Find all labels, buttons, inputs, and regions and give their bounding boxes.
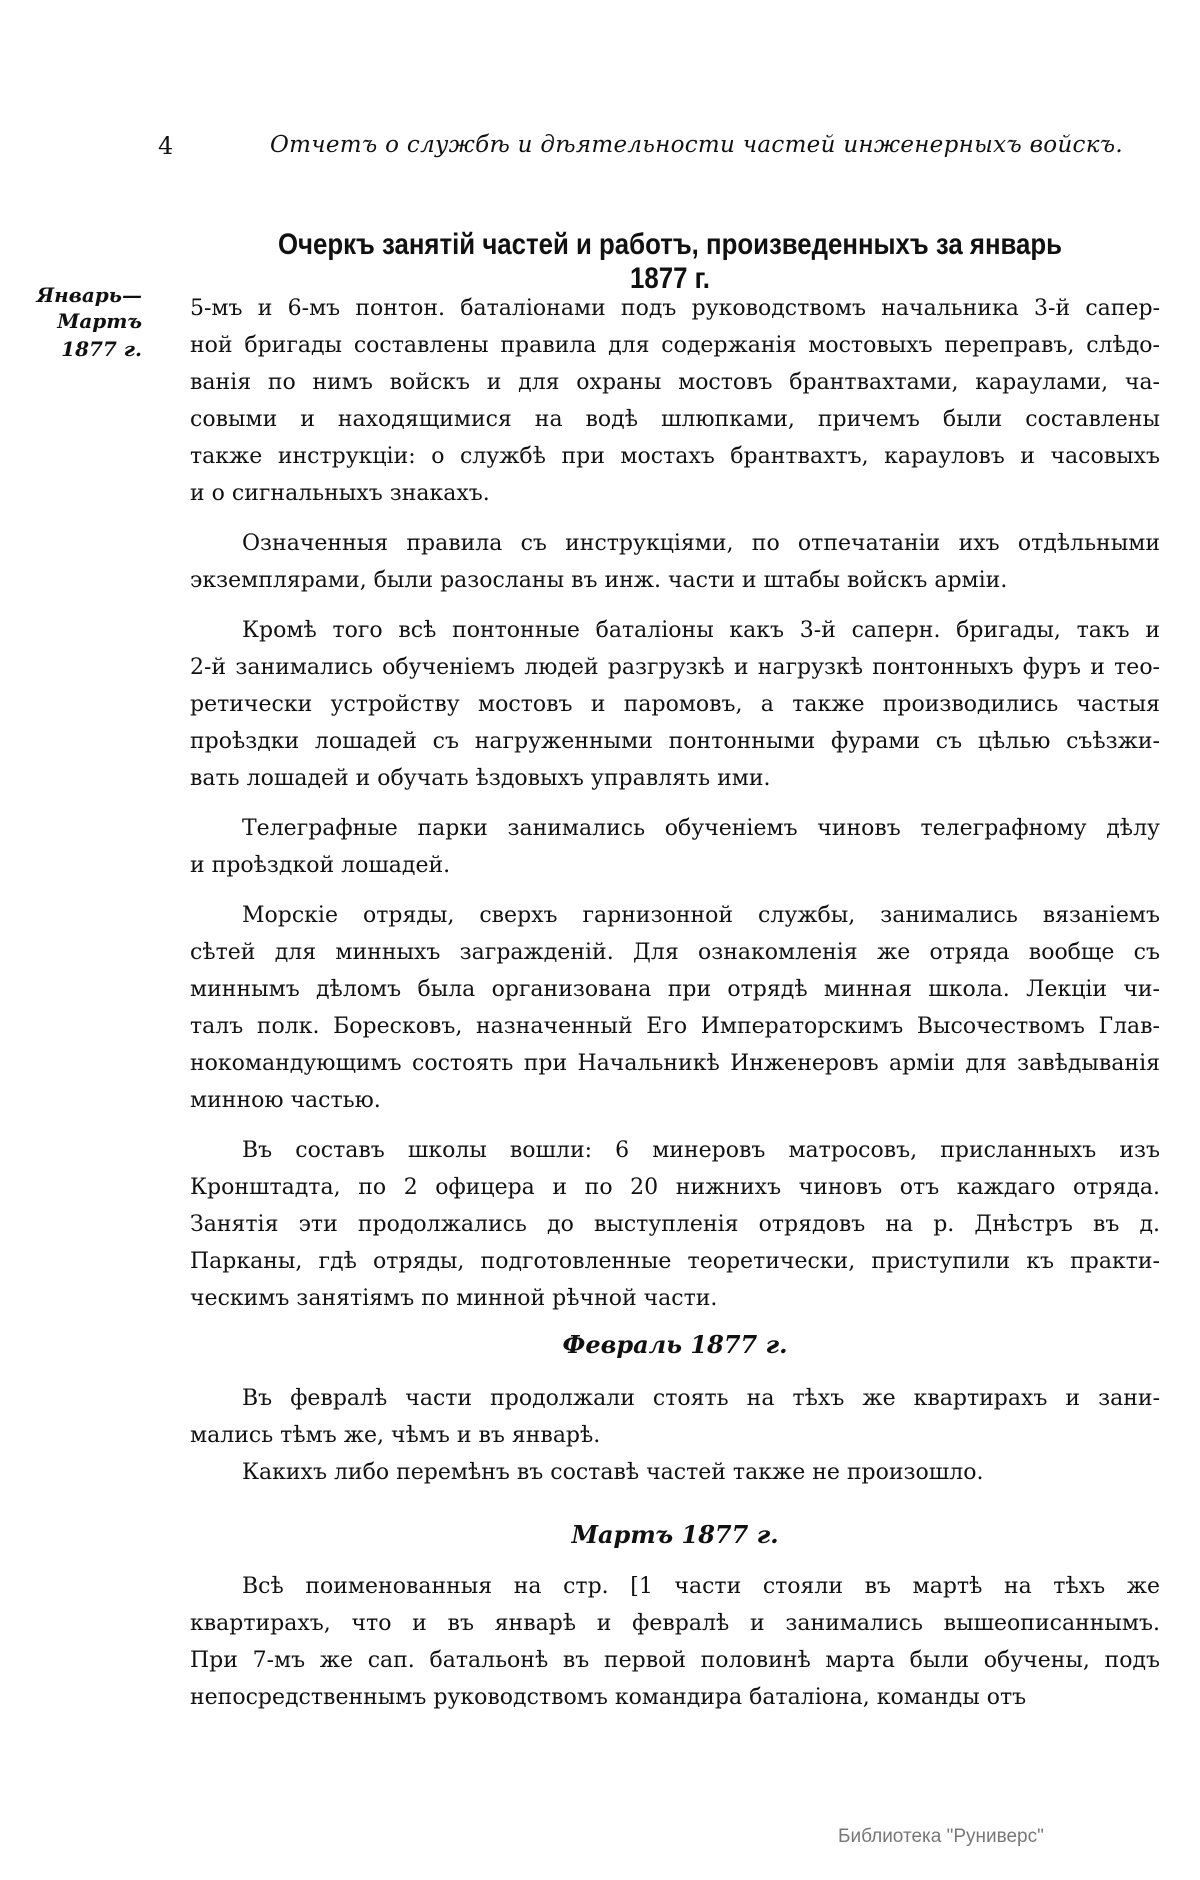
library-credit: Библиотека "Руниверс" (838, 1826, 1044, 1847)
text-line: Какихъ либо перемѣнъ въ составѣ частей также не произошло. (242, 1460, 984, 1485)
running-title: Отчетъ о службѣ и дѣятельности частей инженерныхъ войскъ. (270, 132, 1124, 158)
paragraph (190, 897, 1160, 1119)
text-line: Въ составъ школы вошли: 6 минеровъ матросовъ, присланныхъ изъ (242, 1138, 1160, 1163)
paragraph (190, 1568, 1160, 1716)
text-line: 2-й занимались обученіемъ людей разгрузкѣ и нагрузкѣ понтонныхъ фуръ и тео- (190, 655, 1160, 680)
text-line: 5-мъ и 6-мъ понтон. баталіонами подъ руководствомъ начальника 3-й сапер- (190, 296, 1160, 321)
paragraph (190, 1380, 1160, 1454)
text-line: При 7-мъ же сап. батальонѣ въ первой половинѣ марта были обучены, подъ (190, 1648, 1160, 1673)
text-line: проѣздки лошадей съ нагруженными понтонными фурами съ цѣлью съѣзжи- (190, 729, 1160, 754)
march-text (190, 1568, 1160, 1716)
text-line: Означенныя правила съ инструкціями, по отпечатаніи ихъ отдѣльными (242, 531, 1160, 556)
text-line: непосредственнымъ руководствомъ командира баталіона, команды отъ (190, 1685, 1027, 1710)
text-line: вать лошадей и обучать ѣздовыхъ управлять ими. (190, 766, 771, 791)
paragraph (190, 810, 1160, 884)
text-line: Кронштадта, по 2 офицера и по 20 нижнихъ чиновъ отъ каждаго отряда. (190, 1175, 1160, 1200)
text-line: Парканы, гдѣ отряды, подготовленные теоретически, приступили къ практи- (190, 1249, 1160, 1274)
text-line: и проѣздкой лошадей. (190, 853, 451, 878)
text-line: экземплярами, были разосланы въ инж. части и штабы войскъ арміи. (190, 568, 1008, 593)
paragraph (190, 1454, 1160, 1491)
text-line: ной бригады составлены правила для содержанія мостовыхъ переправъ, слѣдо- (190, 333, 1160, 358)
text-line: талъ полк. Боресковъ, назначенный Его Императорскимъ Высочествомъ Глав- (190, 1014, 1160, 1039)
paragraph (190, 1132, 1160, 1317)
text-line: квартирахъ, что и въ январѣ и февралѣ и занимались вышеописаннымъ. (190, 1611, 1160, 1636)
text-line: сѣтей для минныхъ загражденій. Для ознакомленія же отряда вообще съ (190, 940, 1160, 965)
text-line: миннымъ дѣломъ была организована при отрядѣ минная школа. Лекціи чи- (190, 977, 1160, 1002)
text-line: Всѣ поименованныя на стр. [1 части стояли въ мартѣ на тѣхъ же (242, 1574, 1160, 1599)
text-line: также инструкціи: о службѣ при мостахъ брантвахтъ, карауловъ и часовыхъ (190, 444, 1160, 469)
paragraph (190, 612, 1160, 797)
text-line: мались тѣмъ же, чѣмъ и въ январѣ. (190, 1423, 601, 1448)
section-title: Очеркъ занятій частей и работъ, произведенныхъ за январь 1877 г. (277, 228, 1063, 295)
text-line: ческимъ занятіямъ по минной рѣчной части. (190, 1286, 718, 1311)
text-line: Занятія эти продолжались до выступленія отрядовъ на р. Днѣстръ въ д. (190, 1212, 1160, 1237)
text-line: Въ февралѣ части продолжали стоять на тѣхъ же квартирахъ и зани- (242, 1386, 1160, 1411)
text-line: ретически устройству мостовъ и паромовъ, а также производились частыя (190, 692, 1160, 717)
march-heading: Мартъ 1877 г. (571, 1520, 779, 1549)
margin-note-line: Мартъ (57, 309, 142, 333)
text-line: минною частью. (190, 1088, 381, 1113)
text-line: нокомандующимъ состоять при Начальникѣ Инженеровъ арміи для завѣдыванія (190, 1051, 1160, 1076)
february-text (190, 1380, 1160, 1491)
margin-note (30, 282, 142, 362)
margin-note-line: 1877 г. (61, 337, 142, 361)
text-line: и о сигнальныхъ знакахъ. (190, 481, 490, 506)
text-line: Морскіе отряды, сверхъ гарнизонной службы, занимались вязаніемъ (242, 903, 1160, 928)
page-number: 4 (158, 132, 174, 160)
margin-note-line: Январь— (36, 283, 142, 307)
text-line: ванія по нимъ войскъ и для охраны мостовъ брантвахтами, караулами, ча- (190, 370, 1160, 395)
paragraph (190, 290, 1160, 512)
paragraph (190, 525, 1160, 599)
text-line: Телеграфные парки занимались обученіемъ чиновъ телеграфному дѣлу (242, 816, 1160, 841)
text-line: совыми и находящимися на водѣ шлюпками, причемъ были составлены (190, 407, 1160, 432)
text-line: Кромѣ того всѣ понтонные баталіоны какъ 3-й саперн. бригады, такъ и (242, 618, 1160, 643)
february-heading: Февраль 1877 г. (562, 1330, 788, 1359)
january-text (190, 290, 1160, 1317)
